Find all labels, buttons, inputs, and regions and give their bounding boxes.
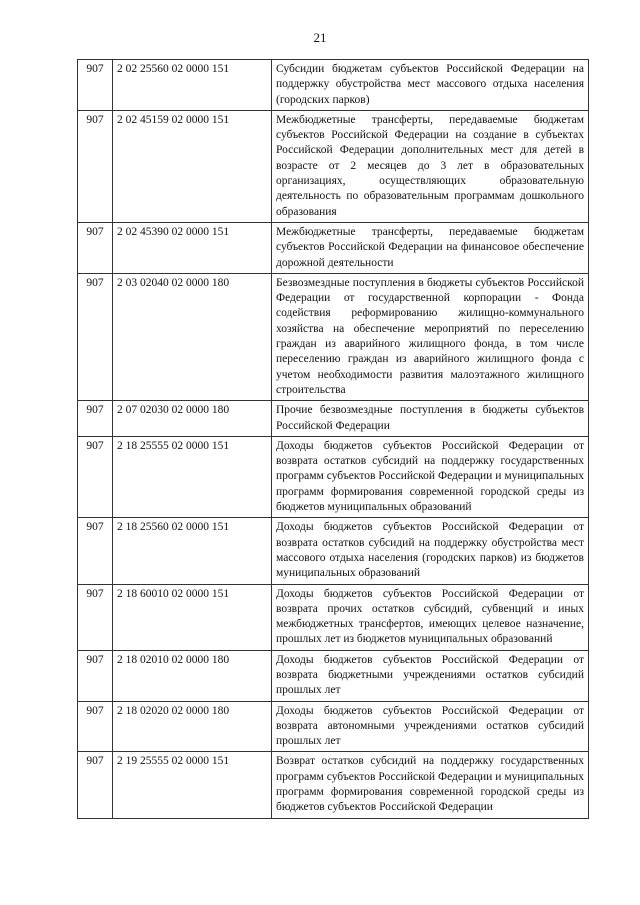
table-row [78,436,589,517]
admin-code-cell: 907 [78,60,113,111]
table-row [78,701,589,752]
admin-code-cell: 907 [78,401,113,437]
revenue-name-cell: Доходы бюджетов субъектов Российской Федерации от возврата автономными учреждениями остатков субсидий прошлых лет [272,701,589,752]
revenue-name-cell: Прочие безвозмездные поступления в бюджеты субъектов Российской Федерации [272,401,589,437]
admin-code-cell: 907 [78,650,113,701]
table-row [78,401,589,437]
table-row [78,584,589,650]
budget-code-cell: 2 18 02020 02 0000 180 [113,701,272,752]
revenue-name-cell: Безвозмездные поступления в бюджеты субъектов Российской Федерации от государственной корпорации - Фонда содействия реформированию жилищно-коммунального хозяйства на обеспечение мероприятий по переселению граждан из аварийного жилищного фонда, в том числе переселению граждан из аварийного жилищного фонда с учетом необходимости развития малоэтажного жилищного строительства [272,273,589,400]
budget-code-cell: 2 02 45390 02 0000 151 [113,222,272,273]
budget-code-cell: 2 18 60010 02 0000 151 [113,584,272,650]
revenue-name-cell: Доходы бюджетов субъектов Российской Федерации от возврата остатков субсидий на поддержку государственных программ субъектов Российской Федерации и муниципальных программ формирования современной городской среды из бюджетов муниципальных образований [272,436,589,517]
revenue-name-cell: Возврат остатков субсидий на поддержку государственных программ субъектов Российской Федерации и муниципальных программ формирования современной городской среды из бюджетов субъектов Российской Федерации [272,752,589,818]
revenue-name-cell: Доходы бюджетов субъектов Российской Федерации от возврата остатков субсидий на поддержку обустройства мест массового отдыха населения (городских парков) из бюджетов муниципальных образований [272,518,589,584]
budget-code-cell: 2 03 02040 02 0000 180 [113,273,272,400]
table-row [78,273,589,400]
admin-code-cell: 907 [78,752,113,818]
budget-code-cell: 2 18 25555 02 0000 151 [113,436,272,517]
revenue-name-cell: Доходы бюджетов субъектов Российской Федерации от возврата прочих остатков субсидий, субвенций и иных межбюджетных трансфертов, имеющих целевое назначение, прошлых лет из бюджетов муниципальных образований [272,584,589,650]
revenue-name-cell: Доходы бюджетов субъектов Российской Федерации от возврата бюджетными учреждениями остатков субсидий прошлых лет [272,650,589,701]
budget-code-cell: 2 18 25560 02 0000 151 [113,518,272,584]
budget-classification-table [77,59,589,819]
admin-code-cell: 907 [78,701,113,752]
table-row [78,60,589,111]
admin-code-cell: 907 [78,436,113,517]
table-row [78,222,589,273]
table-row [78,110,589,222]
table-row [78,752,589,818]
table-row [78,650,589,701]
table-row [78,518,589,584]
admin-code-cell: 907 [78,110,113,222]
admin-code-cell: 907 [78,518,113,584]
budget-code-cell: 2 07 02030 02 0000 180 [113,401,272,437]
admin-code-cell: 907 [78,222,113,273]
revenue-name-cell: Субсидии бюджетам субъектов Российской Федерации на поддержку обустройства мест массового отдыха населения (городских парков) [272,60,589,111]
page-number: 21 [313,30,327,45]
revenue-name-cell: Межбюджетные трансферты, передаваемые бюджетам субъектов Российской Федерации на создание в субъектах Российской Федерации дополнительных мест для детей в возрасте от 2 месяцев до 3 лет в образовательных организациях, осуществляющих образовательную деятельность по образовательным программам дошкольного образования [272,110,589,222]
admin-code-cell: 907 [78,273,113,400]
table-body [78,60,589,819]
budget-code-cell: 2 02 25560 02 0000 151 [113,60,272,111]
revenue-name-cell: Межбюджетные трансферты, передаваемые бюджетам субъектов Российской Федерации на финансовое обеспечение дорожной деятельности [272,222,589,273]
budget-code-cell: 2 18 02010 02 0000 180 [113,650,272,701]
budget-code-cell: 2 19 25555 02 0000 151 [113,752,272,818]
admin-code-cell: 907 [78,584,113,650]
budget-code-cell: 2 02 45159 02 0000 151 [113,110,272,222]
